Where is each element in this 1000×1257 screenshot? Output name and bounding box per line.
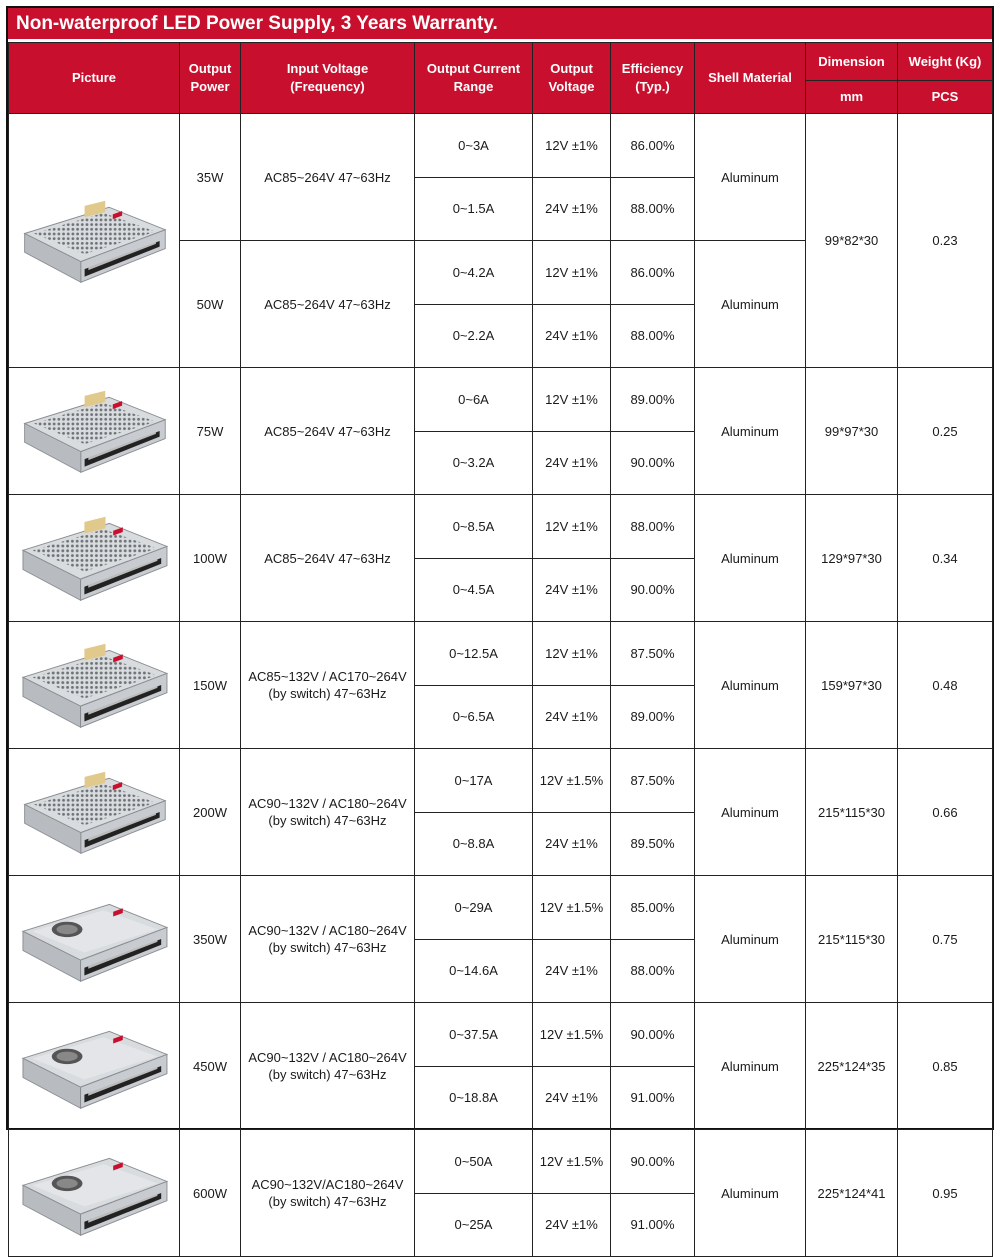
input-voltage-line1: AC90~132V / AC180~264V [248,796,407,811]
efficiency-cell: 91.00% [611,1193,695,1257]
output-current-cell: 0~25A [415,1193,533,1257]
output-current-cell: 0~29A [415,876,533,940]
input-voltage-cell [241,114,415,241]
input-voltage-cell [241,368,415,495]
output-voltage-cell: 12V ±1% [533,495,611,559]
power-supply-image [16,510,172,606]
output-power-cell: 50W [180,241,241,368]
output-current-cell: 0~4.2A [415,241,533,305]
efficiency-cell: 88.00% [611,304,695,368]
input-voltage-line2: (by switch) 47~63Hz [268,1194,387,1209]
picture-cell [9,876,180,1003]
picture-cell [9,495,180,622]
weight-cell: 0.48 [898,622,993,749]
output-current-cell: 0~8.5A [415,495,533,559]
efficiency-cell: 89.50% [611,812,695,876]
input-voltage-cell [241,876,415,1003]
output-power-cell: 100W [180,495,241,622]
dimension-cell: 215*115*30 [806,876,898,1003]
output-voltage-cell: 12V ±1.5% [533,749,611,813]
output-current-cell: 0~3A [415,114,533,178]
input-voltage-line2: (by switch) 47~63Hz [268,813,387,828]
picture-cell [9,1003,180,1130]
input-voltage-cell [241,1003,415,1130]
shell-material-cell: Aluminum [695,368,806,495]
header-efficiency: Efficiency (Typ.) [611,43,695,114]
shell-material-cell: Aluminum [695,495,806,622]
table-row [9,622,993,686]
weight-cell: 0.23 [898,114,993,368]
shell-material-cell: Aluminum [695,1130,806,1257]
dimension-cell: 129*97*30 [806,495,898,622]
power-supply-image [19,383,169,479]
efficiency-cell: 87.50% [611,622,695,686]
shell-material-cell: Aluminum [695,114,806,241]
header-weight: Weight (Kg) [898,43,993,81]
shell-material-cell: Aluminum [695,241,806,368]
efficiency-cell: 88.00% [611,495,695,559]
picture-cell [9,1130,180,1257]
output-voltage-cell: 12V ±1.5% [533,1003,611,1067]
header-output-power: Output Power [180,43,241,114]
output-voltage-cell: 12V ±1% [533,368,611,432]
weight-cell: 0.25 [898,368,993,495]
spec-table [8,42,993,1257]
efficiency-cell: 90.00% [611,1130,695,1194]
header-weight-unit: PCS [898,81,993,114]
picture-cell [9,622,180,749]
header-dimension: Dimension [806,43,898,81]
efficiency-cell: 91.00% [611,1066,695,1130]
output-voltage-cell: 12V ±1.5% [533,1130,611,1194]
picture-cell [9,749,180,876]
output-current-cell: 0~12.5A [415,622,533,686]
dimension-cell: 159*97*30 [806,622,898,749]
output-power-cell: 350W [180,876,241,1003]
output-power-cell: 35W [180,114,241,241]
output-voltage-cell: 12V ±1.5% [533,876,611,940]
output-voltage-cell: 24V ±1% [533,1066,611,1130]
table-row [9,876,993,940]
dimension-cell: 225*124*41 [806,1130,898,1257]
output-current-cell: 0~3.2A [415,431,533,495]
input-voltage-line2: (by switch) 47~63Hz [268,686,387,701]
output-power-cell: 600W [180,1130,241,1257]
efficiency-cell: 85.00% [611,876,695,940]
input-voltage-cell [241,1130,415,1257]
efficiency-cell: 89.00% [611,685,695,749]
input-voltage-line1: AC85~264V 47~63Hz [264,423,391,439]
output-voltage-cell: 12V ±1% [533,114,611,178]
dimension-cell: 225*124*35 [806,1003,898,1130]
dimension-cell: 99*97*30 [806,368,898,495]
shell-material-cell: Aluminum [695,1003,806,1130]
spec-sheet [6,6,994,1233]
input-voltage-line1: AC90~132V / AC180~264V [248,923,407,938]
table-row [9,495,993,559]
output-voltage-cell: 12V ±1% [533,241,611,305]
shell-material-cell: Aluminum [695,749,806,876]
shell-material-cell: Aluminum [695,622,806,749]
efficiency-cell: 88.00% [611,177,695,241]
input-voltage-line1: AC85~132V / AC170~264V [248,669,407,684]
power-supply-image [16,1145,172,1241]
output-current-cell: 0~2.2A [415,304,533,368]
dimension-cell: 215*115*30 [806,749,898,876]
output-voltage-cell: 24V ±1% [533,812,611,876]
power-supply-image [17,637,171,733]
weight-cell: 0.75 [898,876,993,1003]
efficiency-cell: 88.00% [611,939,695,1003]
picture-cell [9,368,180,495]
power-supply-image [19,764,169,860]
efficiency-cell: 90.00% [611,431,695,495]
output-current-cell: 0~50A [415,1130,533,1194]
efficiency-cell: 89.00% [611,368,695,432]
spec-table-body [9,114,993,1257]
output-voltage-cell: 24V ±1% [533,177,611,241]
output-power-cell: 75W [180,368,241,495]
weight-cell: 0.66 [898,749,993,876]
efficiency-cell: 86.00% [611,114,695,178]
output-current-cell: 0~18.8A [415,1066,533,1130]
efficiency-cell: 90.00% [611,558,695,622]
input-voltage-line1: AC85~264V 47~63Hz [264,296,391,312]
output-current-cell: 0~37.5A [415,1003,533,1067]
power-supply-image [16,891,172,987]
output-power-cell: 200W [180,749,241,876]
banner-title: Non-waterproof LED Power Supply, 3 Years Warranty. [8,8,992,39]
input-voltage-line1: AC85~264V 47~63Hz [264,169,391,185]
input-voltage-cell [241,241,415,368]
output-current-cell: 0~17A [415,749,533,813]
table-row [9,749,993,813]
output-voltage-cell: 24V ±1% [533,1193,611,1257]
output-current-cell: 0~4.5A [415,558,533,622]
power-supply-image [16,1018,172,1114]
output-current-cell: 0~6.5A [415,685,533,749]
output-current-cell: 0~8.8A [415,812,533,876]
input-voltage-line1: AC85~264V 47~63Hz [264,550,391,566]
header-shell-material: Shell Material [695,43,806,114]
output-voltage-cell: 24V ±1% [533,304,611,368]
table-row [9,1003,993,1067]
input-voltage-line2: (by switch) 47~63Hz [268,1067,387,1082]
output-voltage-cell: 12V ±1% [533,622,611,686]
output-voltage-cell: 24V ±1% [533,939,611,1003]
header-output-current: Output Current Range [415,43,533,114]
output-power-cell: 450W [180,1003,241,1130]
header-picture: Picture [9,43,180,114]
efficiency-cell: 86.00% [611,241,695,305]
input-voltage-line2: (by switch) 47~63Hz [268,940,387,955]
output-voltage-cell: 24V ±1% [533,558,611,622]
table-row [9,368,993,432]
table-row [9,114,993,178]
input-voltage-cell [241,622,415,749]
output-voltage-cell: 24V ±1% [533,685,611,749]
input-voltage-line1: AC90~132V/AC180~264V [251,1177,404,1192]
header-output-voltage: Output Voltage [533,43,611,114]
output-voltage-cell: 24V ±1% [533,431,611,495]
input-voltage-cell [241,749,415,876]
shell-material-cell: Aluminum [695,876,806,1003]
header-dimension-unit: mm [806,81,898,114]
output-current-cell: 0~6A [415,368,533,432]
dimension-cell: 99*82*30 [806,114,898,368]
table-row [9,1130,993,1194]
efficiency-cell: 87.50% [611,749,695,813]
efficiency-cell: 90.00% [611,1003,695,1067]
output-power-cell: 150W [180,622,241,749]
power-supply-image [19,193,169,289]
weight-cell: 0.34 [898,495,993,622]
output-current-cell: 0~14.6A [415,939,533,1003]
weight-cell: 0.85 [898,1003,993,1130]
header-input-voltage: Input Voltage (Frequency) [241,43,415,114]
output-current-cell: 0~1.5A [415,177,533,241]
picture-cell [9,114,180,368]
input-voltage-line1: AC90~132V / AC180~264V [248,1050,407,1065]
input-voltage-cell [241,495,415,622]
weight-cell: 0.95 [898,1130,993,1257]
